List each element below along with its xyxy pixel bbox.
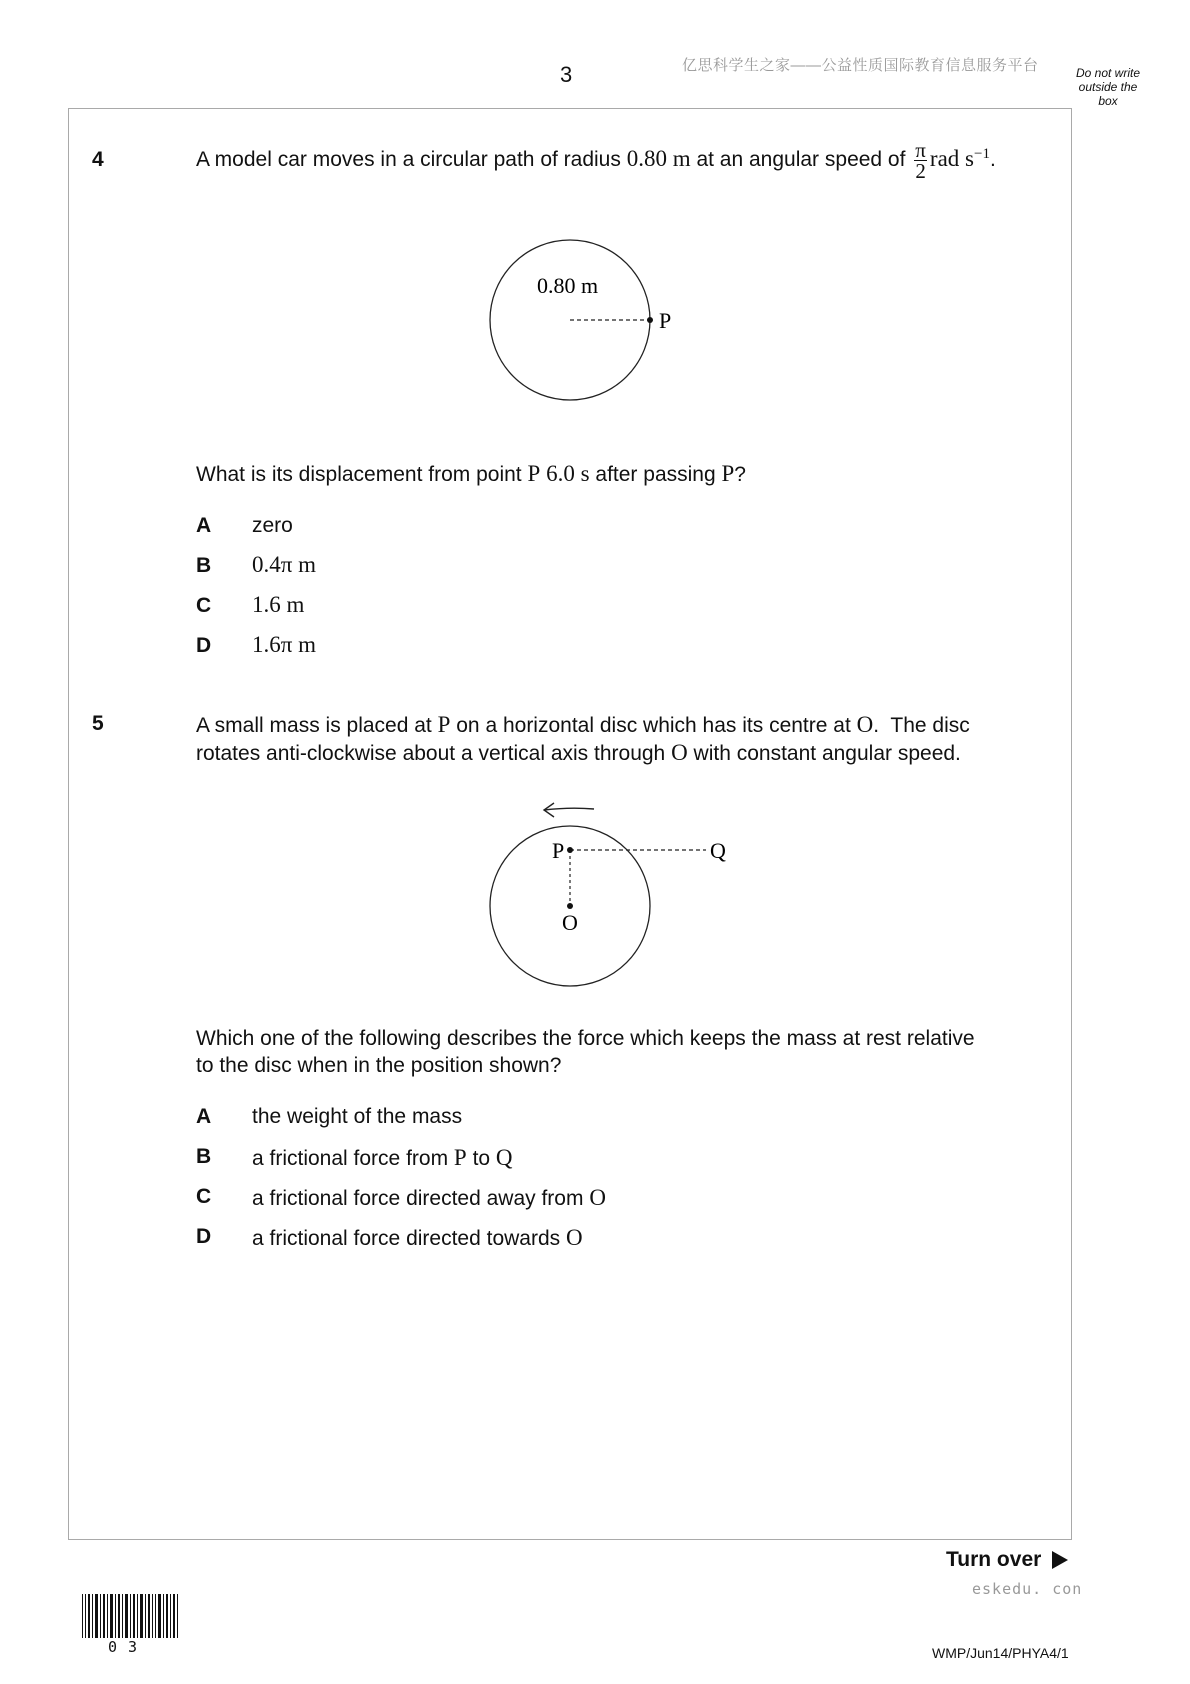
margin-note: [1062, 66, 1154, 108]
q5-option-letter: C: [196, 1185, 212, 1208]
q5-line-2: [196, 739, 970, 767]
anticlockwise-arrow-icon: [544, 803, 594, 817]
q5-option-content: [252, 1185, 606, 1211]
barcode-number: 03: [108, 1638, 149, 1656]
q4-option-letter: D: [196, 634, 212, 657]
q4-speed-denominator: 2: [915, 159, 926, 183]
q4-speed-numerator: π: [915, 138, 926, 162]
q4-question-end: ?: [734, 463, 746, 486]
q5-option-letter: D: [196, 1225, 212, 1248]
margin-note-line: Do not write: [1075, 66, 1141, 80]
q4-option-letter: A: [196, 514, 212, 537]
q5-o-label: O: [562, 910, 578, 935]
q4-text-before: A model car moves in a circular path of radius: [196, 148, 621, 172]
q4-option-text: zero: [252, 514, 293, 537]
q5-line2-a: rotates anti-clockwise about a vertical axis through: [196, 742, 666, 765]
q5-option-sym2: Q: [495, 1145, 513, 1170]
q5-option-sym1: O: [565, 1225, 583, 1250]
q5-option-letter: A: [196, 1105, 212, 1128]
margin-note-line: outside the: [1078, 80, 1138, 94]
q5-option-text: the weight of the mass: [252, 1105, 463, 1128]
paper-code: WMP/Jun14/PHYA4/1: [932, 1645, 1069, 1661]
question-5-number: 5: [92, 712, 104, 735]
q4-speed-exponent: −1: [973, 146, 990, 163]
q5-option-text: a frictional force directed towards: [252, 1227, 561, 1250]
q4-point-p: [647, 317, 653, 323]
q5-option-mid: to: [472, 1147, 491, 1170]
watermark-text: 亿思科学生之家——公益性质国际教育信息服务平台: [682, 57, 1039, 74]
q5-question-line-1: Which one of the following describes the force which keeps the mass at rest relative: [196, 1027, 975, 1050]
q5-option-content: [252, 1225, 583, 1251]
q4-question: [196, 460, 746, 488]
q4-option-text: 1.6π m: [252, 632, 317, 657]
play-arrow-icon: [1052, 1551, 1068, 1569]
q5-line1-p: P: [437, 712, 451, 737]
q5-option-sym1: O: [589, 1185, 606, 1210]
q5-line2-o: O: [671, 740, 688, 765]
q4-text-middle: at an angular speed of: [696, 148, 906, 172]
q5-option-sym1: P: [453, 1145, 467, 1170]
q5-line2-b: with constant angular speed.: [693, 742, 961, 765]
q4-option-letter: B: [196, 554, 212, 577]
q4-question-point: P: [527, 461, 541, 486]
site-watermark: eskedu. con: [972, 1580, 1083, 1598]
q5-line1-b: on a horizontal disc which has its centre at: [456, 714, 851, 737]
q4-radius-label: 0.80 m: [537, 273, 599, 298]
q5-q-label: Q: [710, 838, 726, 863]
q4-question-before: What is its displacement from point: [196, 463, 522, 486]
q4-option-text: 0.4π m: [252, 552, 317, 577]
q4-question-time: 6.0 s: [546, 461, 590, 486]
q5-option-text: a frictional force directed away from: [252, 1187, 584, 1210]
q4-p-label: P: [659, 308, 672, 333]
q4-end: .: [989, 148, 996, 172]
q5-question-line-2: to the disc when in the position shown?: [196, 1054, 562, 1077]
q4-speed-unit: rad s: [929, 146, 974, 172]
q4-question-point2: P: [721, 461, 735, 486]
q4-circle-diagram: [470, 230, 690, 410]
turn-over-label: Turn over: [946, 1548, 1042, 1571]
page-number: 3: [560, 62, 573, 87]
question-5-text: [196, 711, 970, 767]
q5-line-1: [196, 711, 970, 739]
q4-option-letter: C: [196, 594, 212, 617]
q5-option-letter: B: [196, 1145, 212, 1168]
q4-option-text: 1.6 m: [252, 592, 305, 617]
q5-point-p: [567, 847, 573, 853]
q5-line1-c: . The disc: [873, 714, 970, 737]
q5-line1-o: O: [856, 712, 874, 737]
barcode-icon: [82, 1594, 178, 1638]
q5-disc-diagram: [470, 790, 750, 990]
q5-question: [196, 1025, 975, 1079]
q5-option-content: [252, 1145, 513, 1171]
q5-point-o: [567, 903, 573, 909]
margin-note-line: box: [1098, 94, 1118, 108]
q5-line1-a: A small mass is placed at: [196, 714, 432, 737]
question-4-text: [196, 140, 996, 181]
q5-option-text: a frictional force from: [252, 1147, 449, 1170]
question-4-number: 4: [92, 148, 104, 171]
q4-speed-fraction: [914, 140, 927, 181]
q4-question-after: after passing: [595, 463, 716, 486]
q5-p-label: P: [552, 838, 565, 863]
q4-radius: 0.80 m: [626, 146, 691, 172]
